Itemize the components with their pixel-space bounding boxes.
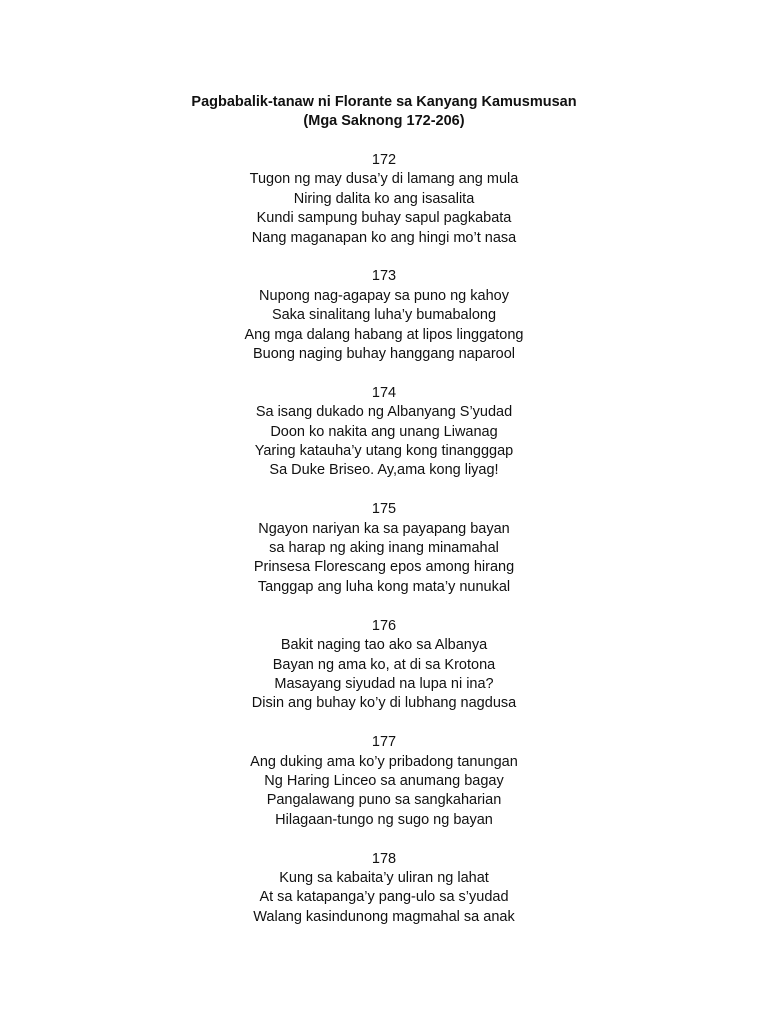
stanza-number: 178 xyxy=(371,850,397,867)
verse-line: Hilagaan-tungo ng sugo ng bayan xyxy=(275,811,493,828)
verse-line: At sa katapanga’y pang-ulo sa s’yudad xyxy=(259,889,509,906)
verse-line: Disin ang buhay ko’y di lubhang nagdusa xyxy=(251,695,517,712)
verse-line: Buong naging buhay hanggang naparool xyxy=(252,346,516,363)
verse-line: Kundi sampung buhay sapul pagkabata xyxy=(256,210,512,227)
verse-line: Saka sinalitang luha’y bumabalong xyxy=(271,307,497,324)
verse-line: Nupong nag-agapay sa puno ng kahoy xyxy=(259,287,509,304)
stanza-number: 172 xyxy=(371,152,397,168)
poem-body xyxy=(0,151,768,947)
stanza xyxy=(0,500,768,597)
stanza xyxy=(0,384,768,481)
verse-line: Bakit naging tao ako sa Albanya xyxy=(280,637,488,654)
verse-line: Nang maganapan ko ang hingi mo’t nasa xyxy=(251,229,517,246)
verse-line: Niring dalita ko ang isasalita xyxy=(293,190,475,207)
verse-line: Ang duking ama ko’y pribadong tanungan xyxy=(250,753,518,770)
verse-line: Bayan ng ama ko, at di sa Krotona xyxy=(272,656,496,673)
verse-line: Doon ko nakita ang unang Liwanag xyxy=(270,423,498,440)
verse-line: Walang kasindunong magmahal sa anak xyxy=(253,908,515,925)
stanza xyxy=(0,151,768,248)
stanza-number: 173 xyxy=(371,268,397,285)
verse-line: Prinsesa Florescang epos among hirang xyxy=(253,559,515,576)
stanza-number: 176 xyxy=(371,617,397,634)
stanza-number: 177 xyxy=(371,734,397,751)
verse-line: Pangalawang puno sa sangkaharian xyxy=(266,792,502,809)
document-subtitle: (Mga Saknong 172-206) xyxy=(303,113,465,129)
verse-line: Masayang siyudad na lupa ni ina? xyxy=(274,675,494,692)
document-title: Pagbabalik-tanaw ni Florante sa Kanyang Kamusmusan xyxy=(191,94,577,110)
verse-line: Tanggap ang luha kong mata’y nunukal xyxy=(257,578,511,595)
stanza-number: 174 xyxy=(371,384,397,401)
verse-line: Ang mga dalang habang at lipos linggatong xyxy=(244,326,524,343)
stanza xyxy=(0,733,768,830)
stanza xyxy=(0,850,768,928)
verse-line: Sa Duke Briseo. Ay,ama kong liyag! xyxy=(269,462,499,479)
verse-line: Kung sa kabaita’y uliran ng lahat xyxy=(279,869,489,886)
verse-line: Ng Haring Linceo sa anumang bagay xyxy=(264,772,504,789)
verse-line: sa harap ng aking inang minamahal xyxy=(269,540,499,557)
verse-line: Yaring katauha’y utang kong tinangggap xyxy=(254,443,514,460)
stanza xyxy=(0,617,768,714)
verse-line: Sa isang dukado ng Albanyang S’yudad xyxy=(255,404,513,421)
stanza xyxy=(0,267,768,364)
verse-line: Ngayon nariyan ka sa payapang bayan xyxy=(258,520,510,537)
verse-line: Tugon ng may dusa’y di lamang ang mula xyxy=(249,171,519,188)
stanza-number: 175 xyxy=(371,501,397,518)
